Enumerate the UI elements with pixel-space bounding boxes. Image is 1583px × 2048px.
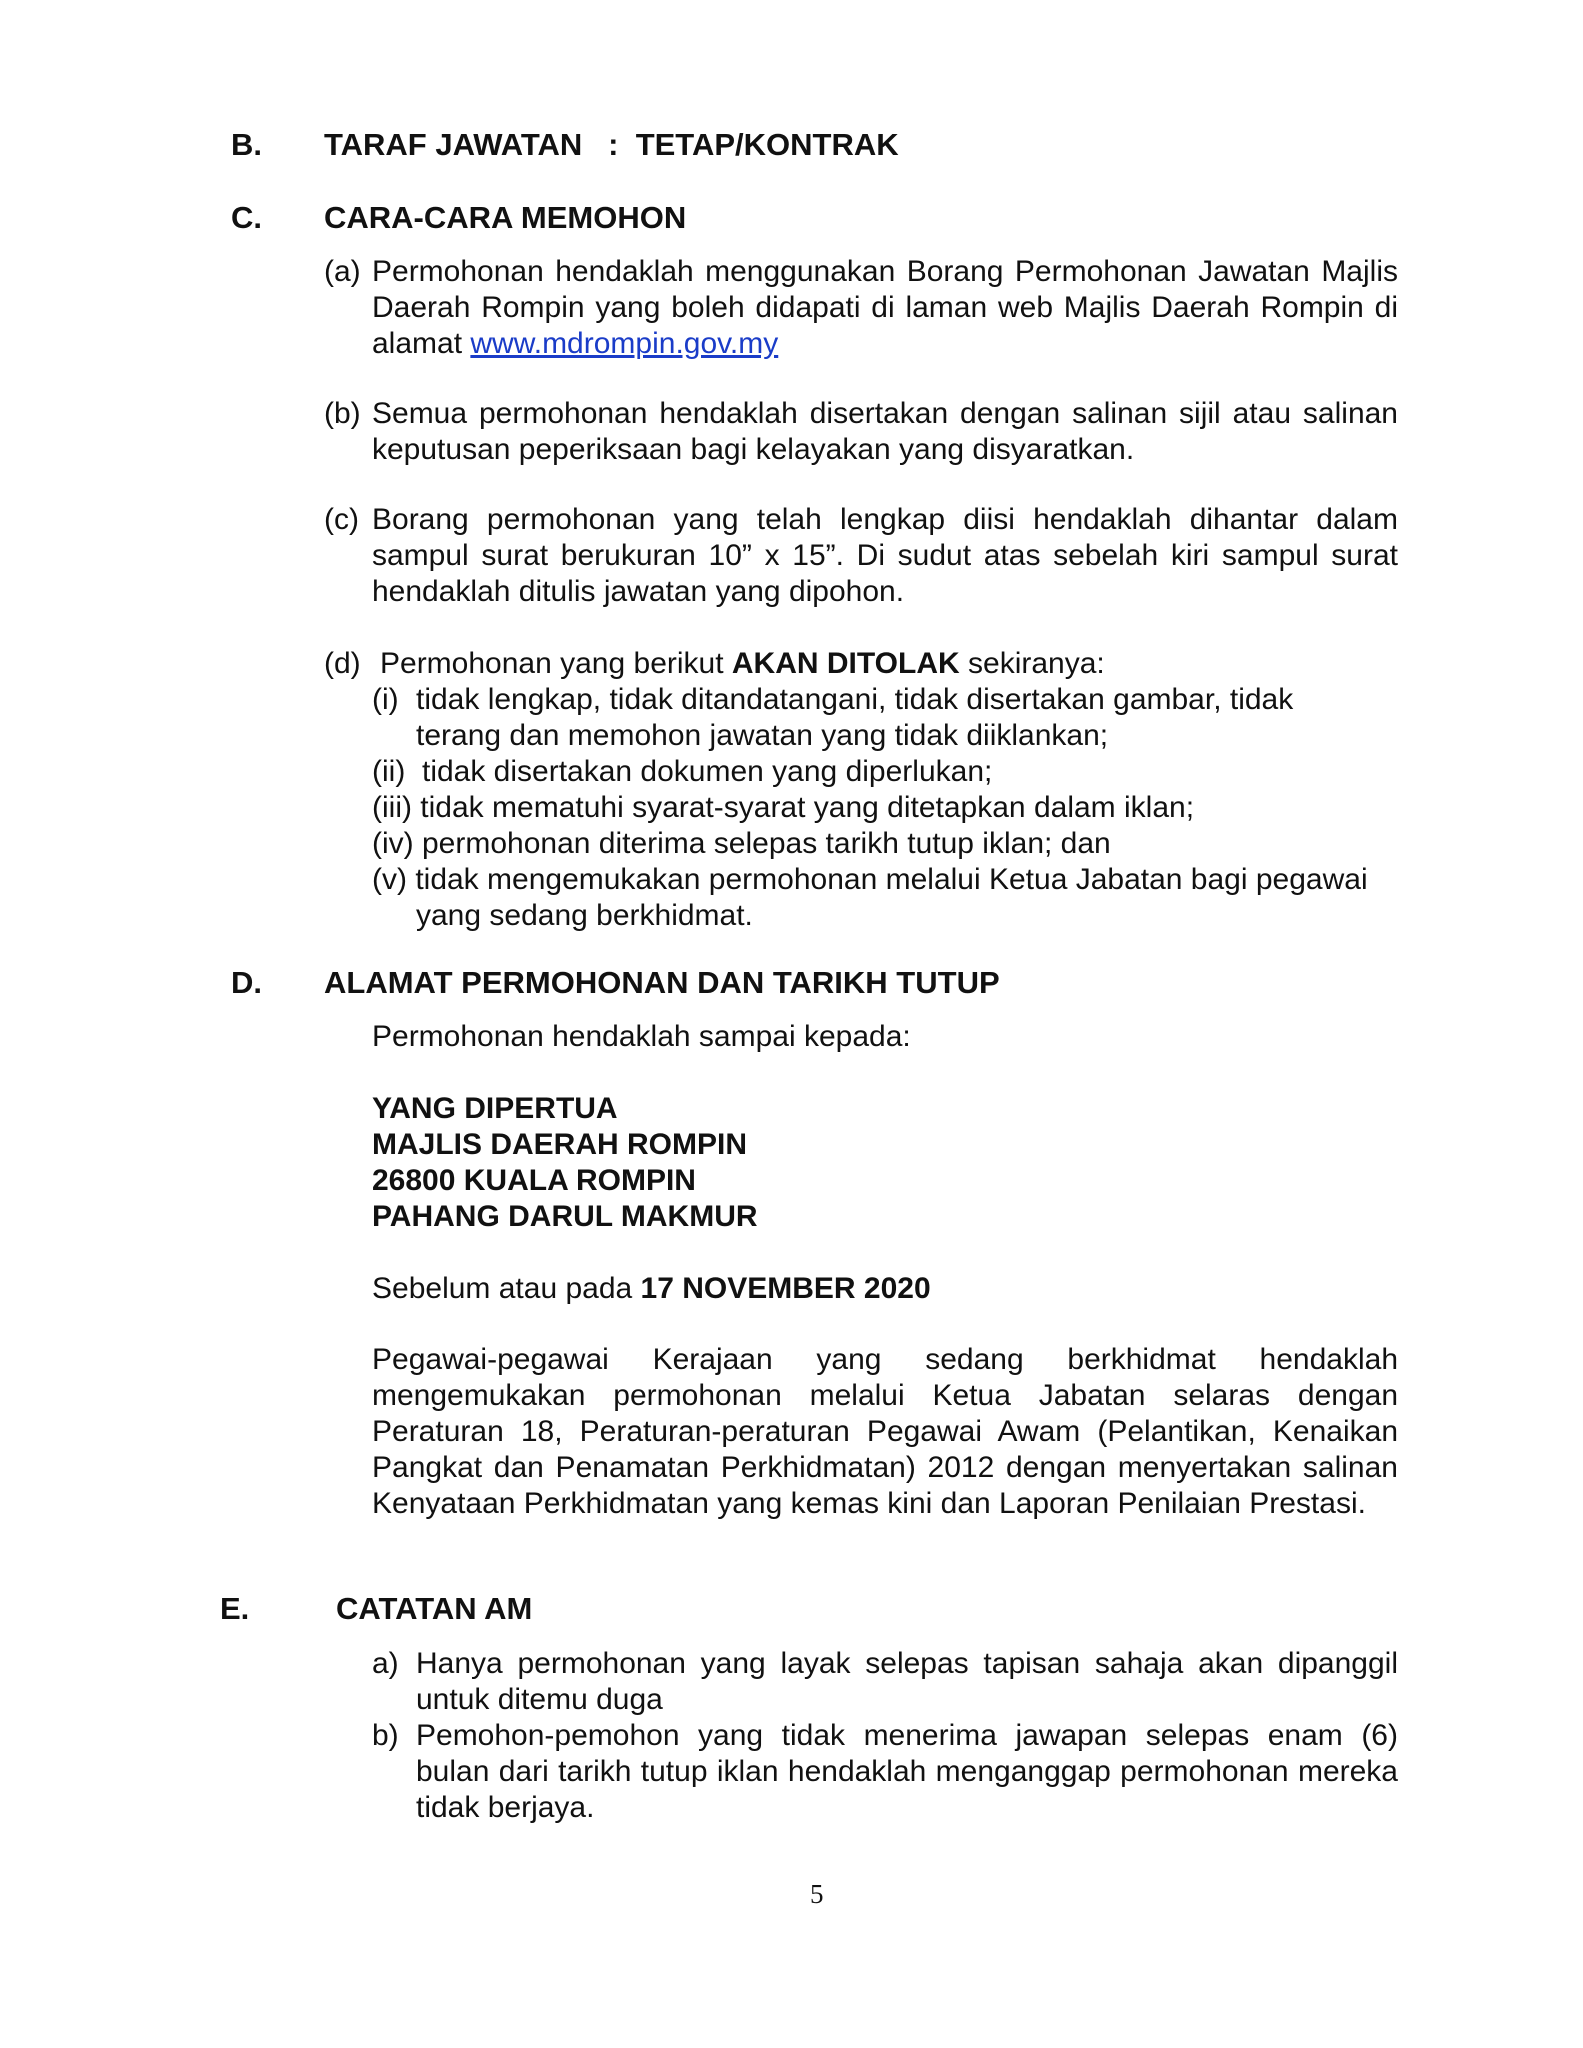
address-line-3: 26800 KUALA ROMPIN	[372, 1164, 696, 1197]
section-e-letter: E.	[220, 1591, 250, 1626]
note-a-marker: a)	[372, 1647, 399, 1680]
address-line-2: MAJLIS DAERAH ROMPIN	[372, 1128, 748, 1161]
address-line-4: PAHANG DARUL MAKMUR	[372, 1200, 758, 1233]
item-d-intro-bold: AKAN DITOLAK	[731, 647, 960, 680]
item-a-marker: (a)	[324, 255, 361, 288]
sub-v-line-2: yang sedang berkhidmat.	[416, 899, 753, 932]
item-d-intro-before: Permohonan yang berikut	[380, 647, 732, 680]
sub-i-marker: (i)	[372, 683, 399, 716]
address-line-1: YANG DIPERTUA	[372, 1092, 618, 1125]
section-c-title: CARA-CARA MEMOHON	[324, 200, 687, 235]
note-b-marker: b)	[372, 1719, 399, 1752]
note-a-text: Hanya permohonan yang layak selepas tapisan sahaja akan dipanggil untuk ditemu duga	[416, 1647, 1398, 1716]
item-a-body: Permohonan hendaklah menggunakan Borang Permohonan Jawatan Majlis Daerah Rompin yang boleh didapati di laman web Majlis Daerah Rompin di alamat	[372, 255, 1398, 360]
sub-ii: (ii) tidak disertakan dokumen yang diperlukan;	[372, 755, 993, 788]
government-officer-note: Pegawai-pegawai Kerajaan yang sedang berkhidmat hendaklah mengemukakan permohonan melalui Ketua Jabatan selaras dengan Peraturan 18, Peraturan-peraturan Pegawai Awam (Pelantikan, Kenaikan Pangkat dan Penamatan Perkhidmatan) 2012 dengan menyertakan salinan Kenyataan Perkhidmatan yang kemas kini dan Laporan Penilaian Prestasi.	[372, 1343, 1398, 1520]
closing-date	[372, 1271, 931, 1307]
page-number: 5	[810, 1879, 824, 1909]
item-d-intro-after: sekiranya:	[959, 647, 1105, 680]
note-b-text: Pemohon-pemohon yang tidak menerima jawapan selepas enam (6) bulan dari tarikh tutup iklan hendaklah menganggap permohonan mereka tidak berjaya.	[416, 1719, 1398, 1824]
sub-v-line-1: (v) tidak mengemukakan permohonan melalui Ketua Jabatan bagi pegawai	[372, 863, 1368, 896]
closing-date-label: Sebelum atau pada	[372, 1272, 641, 1305]
item-b-marker: (b)	[324, 397, 361, 430]
item-c-text: Borang permohonan yang telah lengkap diisi hendaklah dihantar dalam sampul surat berukuran 10” x 15”. Di sudut atas sebelah kiri sampul surat hendaklah ditulis jawatan yang dipohon.	[372, 503, 1398, 608]
section-e-title: CATATAN AM	[336, 1591, 533, 1626]
section-d-title: ALAMAT PERMOHONAN DAN TARIKH TUTUP	[324, 965, 1000, 1000]
item-a-text	[372, 254, 1398, 362]
section-d-intro: Permohonan hendaklah sampai kepada:	[372, 1020, 911, 1053]
section-b-letter: B.	[231, 127, 262, 162]
sub-iv: (iv) permohonan diterima selepas tarikh tutup iklan; dan	[372, 827, 1111, 860]
section-d-letter: D.	[231, 965, 262, 1000]
sub-iii: (iii) tidak mematuhi syarat-syarat yang ditetapkan dalam iklan;	[372, 791, 1195, 824]
sub-i-line-1: tidak lengkap, tidak ditandatangani, tidak disertakan gambar, tidak	[416, 683, 1294, 716]
closing-date-value: 17 NOVEMBER 2020	[640, 1272, 931, 1305]
item-c-marker: (c)	[324, 503, 359, 536]
item-d-marker: (d)	[324, 647, 361, 680]
sub-i-line-2: terang dan memohon jawatan yang tidak diiklankan;	[416, 719, 1109, 752]
website-link[interactable]: www.mdrompin.gov.my	[470, 327, 779, 360]
section-b-title: TARAF JAWATAN : TETAP/KONTRAK	[324, 127, 899, 162]
item-b-text: Semua permohonan hendaklah disertakan dengan salinan sijil atau salinan keputusan peperiksaan bagi kelayakan yang disyaratkan.	[372, 397, 1398, 466]
section-c-letter: C.	[231, 200, 262, 235]
item-d-intro	[380, 646, 1105, 682]
